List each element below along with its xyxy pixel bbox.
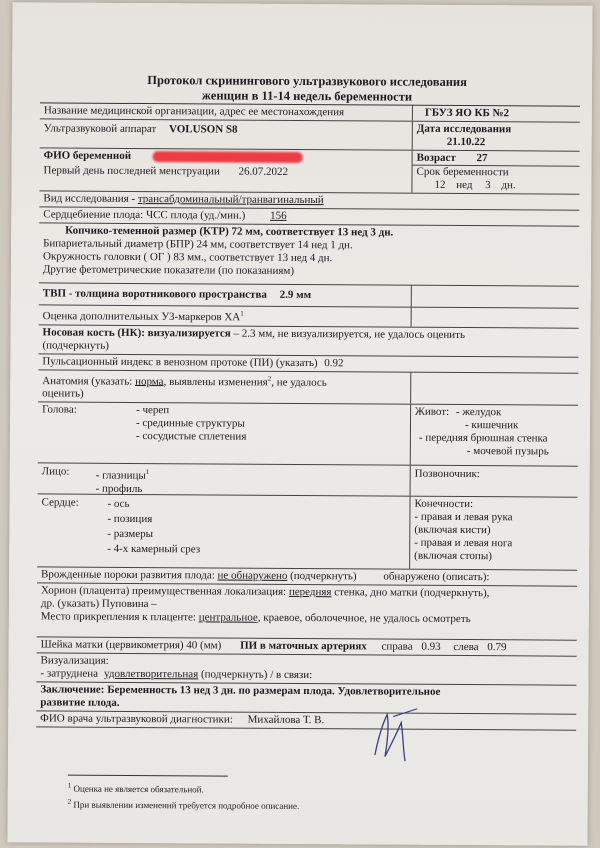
- footnote-1-num: 1: [67, 781, 72, 790]
- row-doctor: [36, 712, 576, 731]
- doctor-label: ФИО врача ультразвуковой диагностики:: [40, 712, 233, 726]
- footnote-1-text: Оценка не является обязательной.: [71, 783, 204, 795]
- anatomy-footnote-ref: 2: [267, 374, 272, 383]
- row-anatomy: [38, 370, 578, 406]
- defects-hint: (подчеркнуть): [287, 570, 357, 583]
- anatomy-norm: норма: [135, 375, 164, 388]
- face-footnote-ref: 1: [145, 468, 150, 477]
- limbs-item-hands: (включая кисти): [414, 524, 491, 537]
- limbs-label: Конечности:: [414, 498, 474, 511]
- bpr-line: Бипариетальный диаметр (БПР) 24 мм, соответствует 14 нед 1 дн.: [43, 237, 353, 252]
- uterine-pi-left: 0.79: [487, 641, 507, 654]
- uterine-pi-left-label: слева: [453, 641, 479, 654]
- device-value: VOLUSON S8: [168, 123, 238, 136]
- org-label: Название медицинской организации, адрес ее местонахождения: [40, 103, 413, 120]
- org-value: ГБУЗ ЯО КБ №2: [424, 106, 510, 120]
- defects-value: не обнаружено: [217, 569, 288, 583]
- redacted-name: [153, 151, 303, 163]
- title-line-2: женщин в 11-14 недель беременности: [201, 88, 413, 104]
- document-page: [7, 2, 592, 846]
- row-nasal-bone: [38, 325, 578, 357]
- footnote-divider: [68, 775, 228, 777]
- term-weeks: 12: [434, 178, 446, 191]
- limbs-item-arms: - правая и левая рука: [414, 511, 513, 524]
- other-biometry-line: Другие фетометрические показатели (по показаниям): [42, 263, 295, 277]
- anatomy-end: , не удалось: [271, 376, 327, 389]
- row-visualization: [36, 654, 576, 686]
- head-item-skull: - череп: [136, 404, 170, 417]
- cervix-label: Шейка матки (цервикометрия) 40 (мм): [40, 638, 222, 652]
- limbs-item-legs: - правая и левая нога: [414, 537, 513, 550]
- row-chorion: [37, 584, 577, 641]
- uterine-pi-right-label: справа: [381, 640, 413, 654]
- face-label: Лицо:: [41, 465, 70, 478]
- footnote-2-text: При выявлении изменений требуется подробное описание.: [71, 799, 300, 812]
- row-biometry: [39, 223, 579, 286]
- exam-date-value: 21.10.22: [446, 135, 486, 149]
- row-head-abdomen: [38, 403, 578, 467]
- exam-type-label: Вид исследования -: [43, 192, 138, 206]
- visualization-label: Визуализация:: [40, 654, 109, 668]
- cord-attach-label: Место прикрепления к плаценте:: [40, 610, 199, 624]
- pi-value: 0.92: [324, 356, 344, 369]
- age-value: 27: [476, 152, 488, 165]
- head-item-plexus: - сосудистые сплетения: [135, 430, 247, 443]
- abdomen-item-bowel: - кишечник: [464, 419, 519, 432]
- row-tvp: [39, 283, 579, 308]
- protocol-form: [36, 102, 580, 731]
- defects-alt: обнаружено (описать):: [383, 570, 490, 584]
- face-item-profile: - профиль: [95, 482, 143, 496]
- cord-attach-value: центральное: [198, 611, 258, 625]
- footnotes: [68, 775, 300, 813]
- lmp-value: 26.07.2022: [238, 165, 289, 178]
- head-label: Голова:: [42, 403, 77, 416]
- footnote-2-num: 2: [67, 797, 72, 806]
- defects-label: Врожденные пороки развития плода:: [41, 568, 218, 582]
- spine-label: Позвоночник:: [414, 468, 480, 481]
- ktr-line: Копчико-теменной размер (КТР) 72 мм, соответствует 13 нед 3 дн.: [65, 224, 394, 239]
- doctor-signature: [363, 704, 423, 764]
- tvp-label: ТВП - толщина воротникового пространства: [42, 287, 267, 301]
- heart-item-axis: - ось: [107, 498, 130, 511]
- chorion-rest: стенка, дно матки (подчеркнуть),: [331, 586, 490, 600]
- abdomen-item-bladder: - мочевой пузырь: [466, 445, 549, 458]
- anatomy-line2: оценить): [42, 387, 84, 400]
- nasal-hint: (подчеркнуть): [42, 339, 109, 352]
- exam-date-label: Дата исследования: [416, 122, 512, 136]
- markers-footnote-ref: 1: [240, 309, 244, 318]
- doctor-value: Михайлова Т. В.: [247, 713, 325, 727]
- nasal-value: – 2.3 мм, не визуализируется, не удалось оценить: [230, 327, 466, 341]
- cord-attach-rest: , краевое, оболочечное, не удалось осмотреть: [257, 612, 471, 626]
- uterine-pi-label: ПИ в маточных артериях: [240, 639, 367, 653]
- heartbeat-label: Сердцебиение плода: ЧСС плода (уд./мин.): [43, 208, 246, 222]
- limbs-item-feet: (включая стопы): [414, 550, 492, 563]
- chorion-other: др. (указать) Пуповина –: [40, 597, 157, 611]
- chorion-value: передняя: [288, 586, 332, 599]
- row-face-spine: [38, 464, 578, 498]
- term-label: Срок беременности: [413, 165, 580, 180]
- term-days-unit: дн.: [501, 179, 516, 192]
- exam-type-value: трансабдоминальный/транвагинальный: [137, 193, 324, 207]
- nasal-label: Носовая кость (НК): визуализируется: [42, 326, 231, 340]
- abdomen-item-stomach: - желудок: [455, 406, 502, 419]
- tvp-value: 2.9 мм: [279, 288, 312, 302]
- anatomy-mid: , выявлены изменения: [163, 375, 268, 389]
- visualization-difficult: - затруднена: [40, 667, 99, 681]
- document-title: [72, 73, 542, 106]
- row-patient: [39, 148, 579, 194]
- conclusion-line1: Заключение: Беременность 13 нед 3 дн. по размерам плода. Удовлетворительное: [40, 683, 441, 699]
- title-line-1: Протокол скринингового ультразвукового исследования: [147, 73, 467, 90]
- row-conclusion: [36, 683, 576, 715]
- abdomen-label: Живот:: [415, 406, 450, 419]
- abdomen-item-wall: - передняя брюшная стенка: [418, 432, 548, 445]
- visualization-value: удовлетворительная: [104, 668, 199, 681]
- head-item-midline: - срединные структуры: [135, 417, 245, 430]
- term-days: 3: [485, 179, 491, 192]
- conclusion-line2: развитие плода.: [40, 696, 120, 710]
- pi-label: Пульсационный индекс в венозном протоке (ПИ) (указать): [42, 355, 318, 369]
- visualization-hint: (подчеркнуть) / в связи:: [198, 668, 313, 682]
- heart-label: Сердце:: [41, 496, 79, 509]
- row-heart-limbs: [37, 495, 577, 571]
- heart-item-size: - размеры: [107, 528, 154, 541]
- markers-label: Оценка дополнительных УЗ-маркеров ХА: [42, 310, 241, 324]
- row-device: [40, 119, 580, 151]
- heart-item-position: - позиция: [107, 513, 153, 526]
- patient-label: ФИО беременной: [43, 149, 132, 162]
- age-label: Возраст: [416, 151, 456, 164]
- heart-item-4chamber: - 4-х камерный срез: [107, 543, 201, 556]
- term-weeks-unit: нед: [456, 178, 473, 192]
- chorion-label: Хорион (плацента) преимущественная локализация:: [40, 584, 289, 599]
- lmp-label: Первый день последней менструации: [43, 164, 220, 178]
- og-line: Окружность головки ( ОГ ) 83 мм., соответствует 13 нед 4 дн.: [42, 250, 333, 265]
- anatomy-prefix: Анатомия (указать:: [42, 374, 136, 388]
- heartbeat-value: 156: [270, 209, 287, 222]
- face-item-orbits: - глазницы: [95, 469, 146, 483]
- uterine-pi-right: 0.93: [421, 641, 441, 654]
- device-label: Ультразвуковой аппарат: [43, 122, 157, 136]
